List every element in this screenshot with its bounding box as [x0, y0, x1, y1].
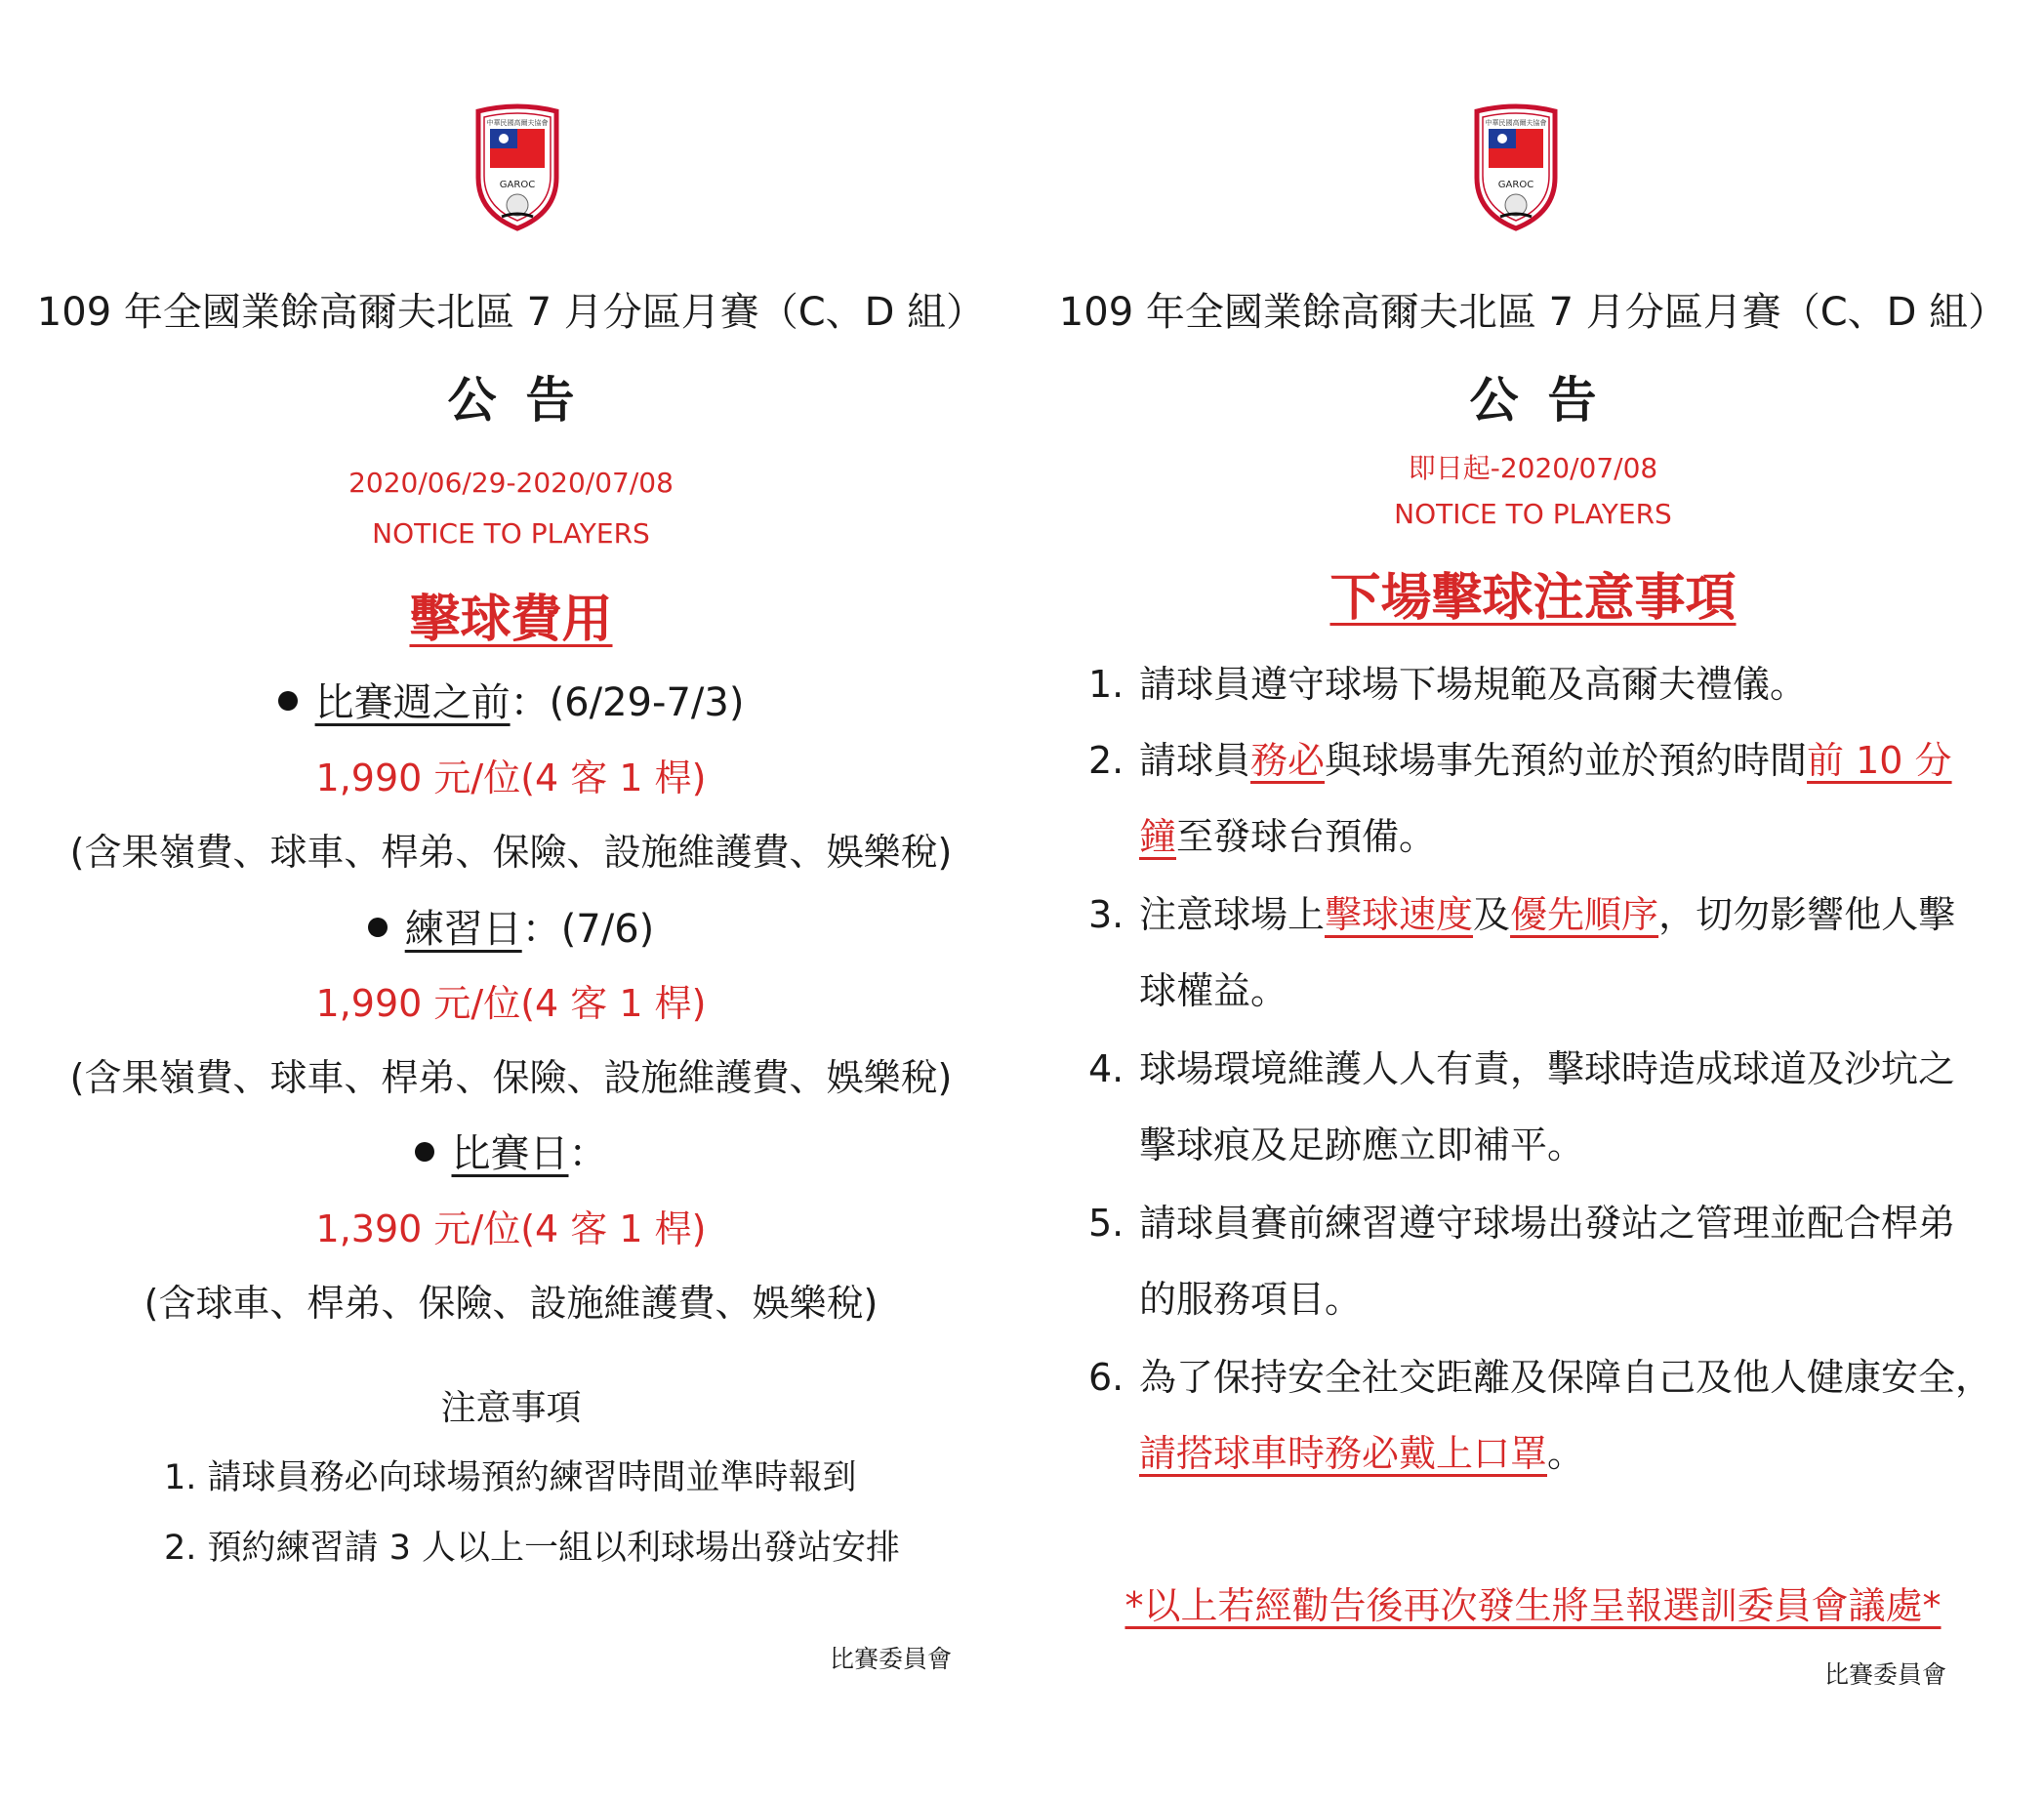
notice-heading: 公告: [1469, 372, 1626, 429]
signature: 比賽委員會: [830, 1645, 953, 1673]
signature: 比賽委員會: [1824, 1660, 1947, 1689]
rule-4-cont: 擊球痕及足跡應立即補平。: [1139, 1124, 1585, 1166]
rule-6: 6. 為了保持安全社交距離及保障自己及他人健康安全，: [1088, 1356, 1993, 1399]
section-suffix: ：(6/29-7/3): [510, 680, 745, 725]
emphasis-10-min: 前 10 分: [1807, 739, 1952, 782]
tournament-title: 109 年全國業餘高爾夫北區 7 月分區月賽（C、D 組）: [36, 290, 986, 335]
section-suffix: ：: [568, 1131, 608, 1176]
bullet-dot: [415, 1142, 434, 1162]
notes-title: 注意事項: [440, 1388, 582, 1428]
section-match-day: [0, 1123, 1022, 1178]
emphasis-pace: 擊球速度: [1325, 893, 1474, 936]
warning-footer: *以上若經勸告後再次發生將呈報選訓委員會議處*: [1124, 1584, 1942, 1627]
rule-6-cont: 請搭球車時務必戴上口罩。: [1139, 1432, 1585, 1475]
section-label: 練習日: [404, 907, 522, 952]
price-practice-day: 1,990 元/位(4 客 1 桿): [315, 982, 707, 1025]
bullet-dot: [278, 691, 298, 711]
rule-3-cont: 球權益。: [1139, 969, 1288, 1012]
price-before-week: 1,990 元/位(4 客 1 桿): [315, 757, 707, 799]
rule-2: 2. 請球員務必與球場事先預約並於預約時間前 10 分: [1088, 739, 1952, 782]
bullet-dot: [368, 918, 388, 937]
fee-heading: 擊球費用: [409, 591, 613, 649]
date-range: 2020/06/29-2020/07/08: [348, 467, 674, 499]
garoc-logo: [1469, 103, 1563, 232]
rule-1: 1. 請球員遵守球場下場規範及高爾夫禮儀。: [1088, 663, 1808, 706]
logo-letters: GAROC: [499, 180, 536, 190]
logo-ring-text: 中華民國高爾夫協會: [1485, 119, 1547, 127]
emphasis-must: 務必: [1250, 739, 1326, 782]
notice-to-players: NOTICE TO PLAYERS: [372, 517, 650, 550]
rule-4: 4. 球場環境維護人人有責，擊球時造成球道及沙坑之: [1088, 1047, 1956, 1090]
notice-to-players: NOTICE TO PLAYERS: [1394, 498, 1672, 530]
section-before-week: [0, 672, 1022, 727]
rules-heading: 下場擊球注意事項: [1329, 569, 1737, 628]
includes-match-day: (含球車、桿弟、保險、設施維護費、娛樂稅): [143, 1282, 879, 1325]
tournament-title: 109 年全國業餘高爾夫北區 7 月分區月賽（C、D 組）: [1058, 290, 2008, 335]
rule-5: 5. 請球員賽前練習遵守球場出發站之管理並配合桿弟: [1088, 1202, 1956, 1245]
rule-5-cont: 的服務項目。: [1139, 1278, 1363, 1321]
section-label: 比賽週之前: [314, 680, 511, 725]
rule-3: 3. 注意球場上擊球速度及優先順序，切勿影響他人擊: [1088, 893, 1956, 936]
section-suffix: ：(7/6): [521, 907, 655, 952]
note-item: 2. 預約練習請 3 人以上一組以利球場出發站安排: [164, 1529, 901, 1568]
garoc-logo: [470, 103, 564, 232]
emphasis-mask: 請搭球車時務必戴上口罩: [1139, 1432, 1548, 1475]
includes-before-week: (含果嶺費、球車、桿弟、保險、設施維護費、娛樂稅): [69, 831, 953, 874]
section-label: 比賽日: [451, 1131, 569, 1176]
date-range: 即日起-2020/07/08: [1408, 452, 1658, 484]
logo-ring-text: 中華民國高爾夫協會: [486, 119, 549, 127]
right-notice-page: [1022, 0, 2044, 1800]
notice-heading: 公告: [447, 372, 604, 429]
logo-letters: GAROC: [1497, 180, 1534, 190]
note-item: 1. 請球員務必向球場預約練習時間並準時報到: [164, 1458, 857, 1497]
rule-2-cont: 鐘至發球台預備。: [1139, 815, 1437, 858]
includes-practice-day: (含果嶺費、球車、桿弟、保險、設施維護費、娛樂稅): [69, 1056, 953, 1099]
emphasis-priority: 優先順序: [1510, 893, 1659, 936]
price-match-day: 1,390 元/位(4 客 1 桿): [315, 1207, 707, 1250]
section-practice-day: [0, 898, 1022, 954]
